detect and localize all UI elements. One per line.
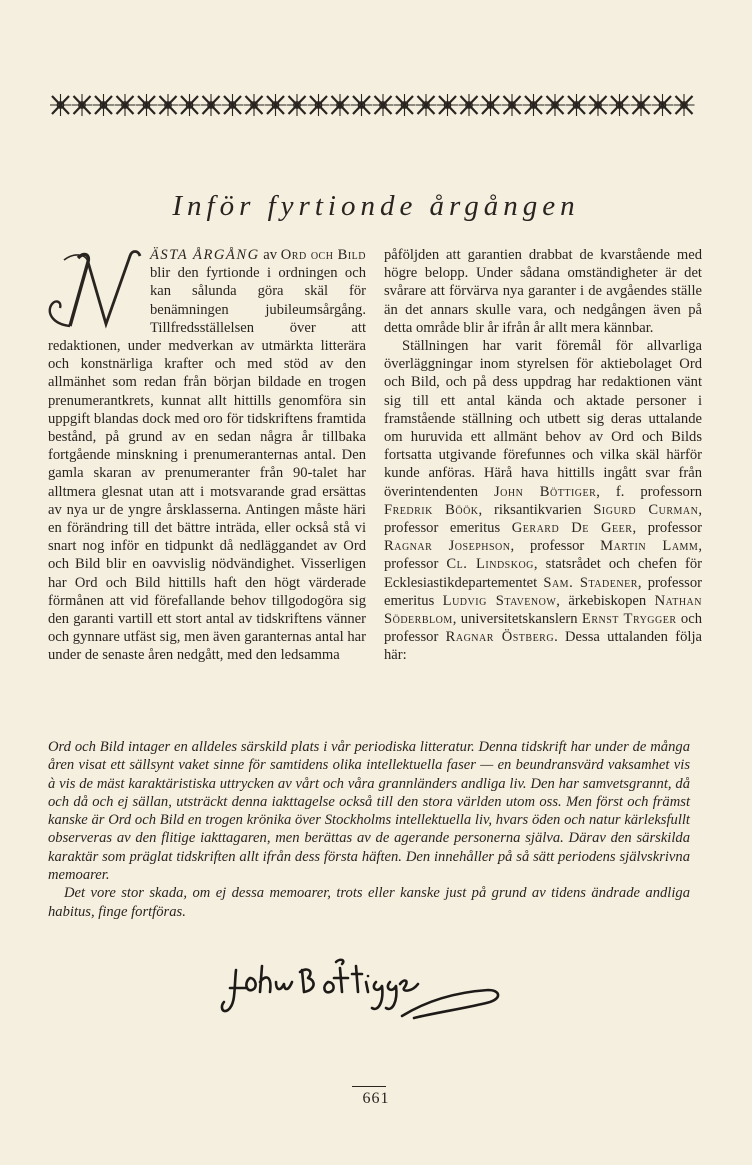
paragraph: påföljden att garantien drabbat de kvarstående med högre belopp. Under sådana omständigheter är det svårare att förvärva nya garanter i de avgåendes ställe än det annars skulle vara, och nedgången även på detta område blir år ifrån år allt mera kännbar.	[384, 247, 702, 336]
page-title: Inför fyrtionde årgången	[172, 190, 580, 222]
handwritten-signature	[218, 948, 508, 1038]
page-number: 661	[362, 1090, 390, 1107]
signature-text: John Böttiger	[363, 1033, 374, 1035]
article-right-column	[384, 246, 702, 665]
drop-cap	[44, 246, 144, 330]
quote-paragraph: Ord och Bild intager en alldeles särskild plats i vår periodiska litteratur. Denna tidskrift har under de många åren visat ett sällsynt vaket sinne för samtidens olika intellektuella faser — en beundransvärd vaksamhet vis à vis de mäst karaktäristiska uttrycken av vårt och våra grannländers andliga liv. Den har samvetsgrannt, då och då och ej sällan, utsträckt denna iakttagelse också till den stora världen utom oss. Men först och främst kanske är Ord och Bild en trogen krönika över Stockholms intellektuella liv, hvars öden och natur kärleksfullt observeras av den flitige iakttagaren, men berättas av de agerande personerna själva. Därav den särskilda karaktär som präglat tidskriften allt ifrån dess första häften. Den innehåller på så sätt periodens självskrivna memoarer.	[48, 739, 690, 884]
article-left-column: ÄSTA ÅRGÅNG av Ord och Bild blir den fyrtionde i ordningen och kan sålunda göra skäl för benämningen jubileumsårgång. Tillfredsställelsen över att redaktionen, under medverkan av utmärkta litterära och konstnärliga krafter och med stöd av den allmänhet som redan från början bildade en trogen prenumerantkrets, kunnat allt hittills genomföra sin uppgift blandas dock med oro för tidskriftens framtida bestånd, på grund av en sedan några år tillbaka fortgående minskning i prenumeranternas antal. Den gamla skaran av prenumeranter från 90-talet har alltmera glesnat utan att i motsvarande grad ersättas av nya ur de yngre årsklasserna. Antingen måste häri en förändring till det bättre inträda, eller också stå vi snart nog inför en tidpunkt då nedläggandet av Ord och Bild blir en oavvislig nödvändighet. Visserligen har Ord och Bild hittills haft den högt värderade förmånen att vid förefallande behov tillgodogöra sig den garanti vartill ett stort antal av tidskriftens vänner och gynnare utfäst sig, men även garanternas antal har under de senaste åren nedgått, med den ledsamma	[48, 246, 366, 665]
paragraph: Ställningen har varit föremål för allvarliga överläggningar inom styrelsen för aktiebolaget Ord och Bild, och på dess uppdrag har redaktionen vänt sig till ett antal kända och aktade personer i framstående ställning och utbett sig deras uttalande om huruvida ett allmänt behov av Ord och Bilds fortsatta utgivande förefunnes och vilka skäl härför kunde anföras. Härå hava hittills ingått svar från överintendenten John Böttiger, f. professorn Fredrik Böök, riksantikvarien Sigurd Curman, professor emeritus Gerard De Geer, professor Ragnar Josephson, professor Martin Lamm, professor Cl. Lindskog, statsrådet och chefen för Ecklesiastikdepartementet Sam. Stadener, professor emeritus Ludvig Stavenow, ärkebiskopen Nathan Söderblom, universitetskanslern Ernst Trygger och professor Ragnar Östberg. Dessa uttalanden följa här:	[384, 338, 703, 664]
footer-rule	[352, 1086, 386, 1087]
quoted-statement	[48, 738, 690, 921]
ornamental-border	[50, 92, 696, 118]
quote-paragraph: Det vore stor skada, om ej dessa memoarer, trots eller kanske just på grund av tidens ändrade andliga habitus, finge fortföras.	[48, 885, 690, 920]
